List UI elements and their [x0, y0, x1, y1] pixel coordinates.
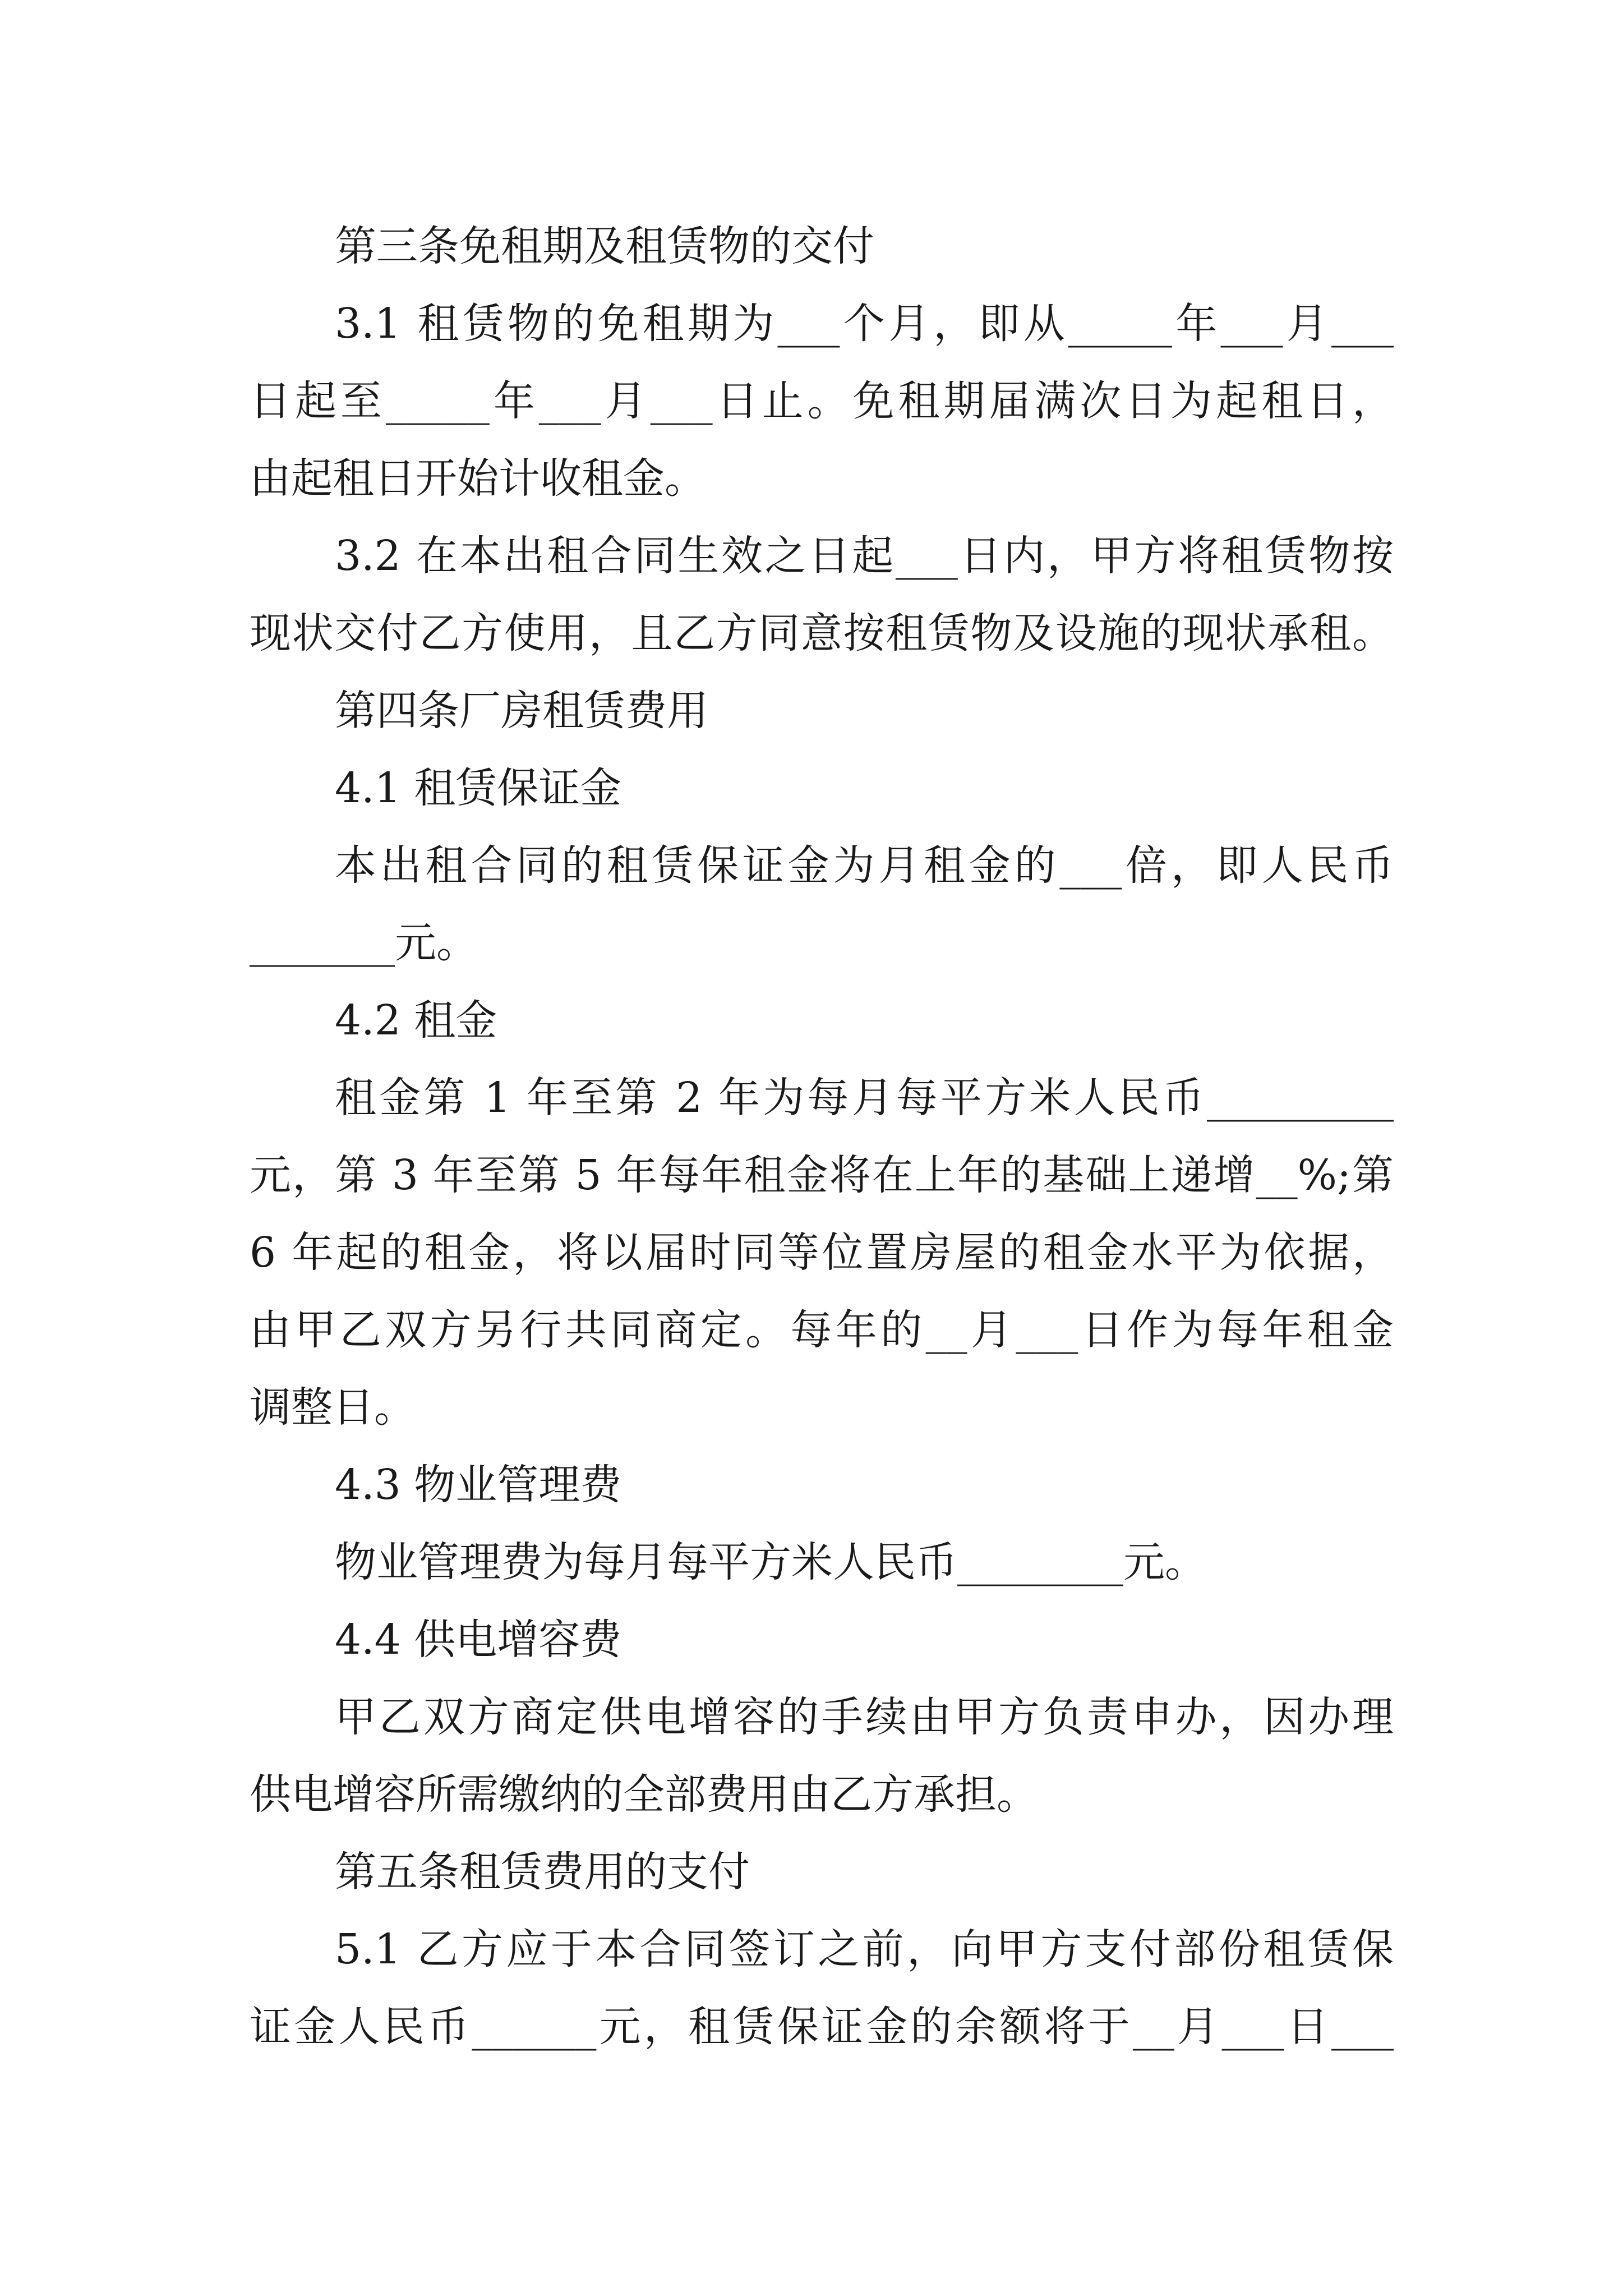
text-line: 元，第 3 年至第 5 年每年租金将在上年的基础上递增__%;第: [250, 1151, 1394, 1199]
text-line: 本出租合同的租赁保证金为月租金的___倍，即人民币: [335, 841, 1394, 890]
text-line: 由起租日开始计收租金。: [250, 454, 706, 503]
text-line: 甲乙双方商定供电增容的手续由甲方负责申办，因办理: [335, 1693, 1394, 1741]
text-line: 4.4 供电增容费: [335, 1616, 622, 1664]
text-line: 第五条租赁费用的支付: [335, 1848, 750, 1896]
text-line: 5.1 乙方应于本合同签订之前，向甲方支付部份租赁保: [335, 1925, 1394, 1973]
text-line: 4.3 物业管理费: [335, 1461, 622, 1509]
document-page: [250, 208, 1394, 2065]
text-line: 第四条厂房租赁费用: [335, 687, 708, 735]
text-line: 物业管理费为每月每平方米人民币________元。: [335, 1538, 1206, 1586]
text-line: 4.1 租赁保证金: [335, 764, 622, 812]
text-line: 6 年起的租金，将以届时同等位置房屋的租金水平为依据，: [250, 1228, 1394, 1277]
text-line: 由甲乙双方另行共同商定。每年的__月___日作为每年租金: [250, 1306, 1394, 1354]
text-line: _______元。: [250, 919, 478, 967]
text-line: 调整日。: [250, 1383, 416, 1432]
text-line: 日起至_____年___月___日止。免租期届满次日为起租日，: [250, 377, 1394, 425]
text-line: 现状交付乙方使用，且乙方同意按租赁物及设施的现状承租。: [250, 609, 1394, 657]
text-line: 3.1 租赁物的免租期为___个月，即从_____年___月___: [335, 300, 1394, 348]
text-line: 3.2 在本出租合同生效之日起___日内，甲方将租赁物按: [335, 532, 1394, 580]
text-line: 供电增容所需缴纳的全部费用由乙方承担。: [250, 1770, 1038, 1819]
text-line: 4.2 租金: [335, 996, 497, 1045]
text-line: 租金第 1 年至第 2 年为每月每平方米人民币_________: [335, 1074, 1394, 1122]
text-line: 第三条免租期及租赁物的交付: [335, 222, 874, 270]
text-line: 证金人民币______元，租赁保证金的余额将于__月___日___: [250, 2003, 1394, 2051]
